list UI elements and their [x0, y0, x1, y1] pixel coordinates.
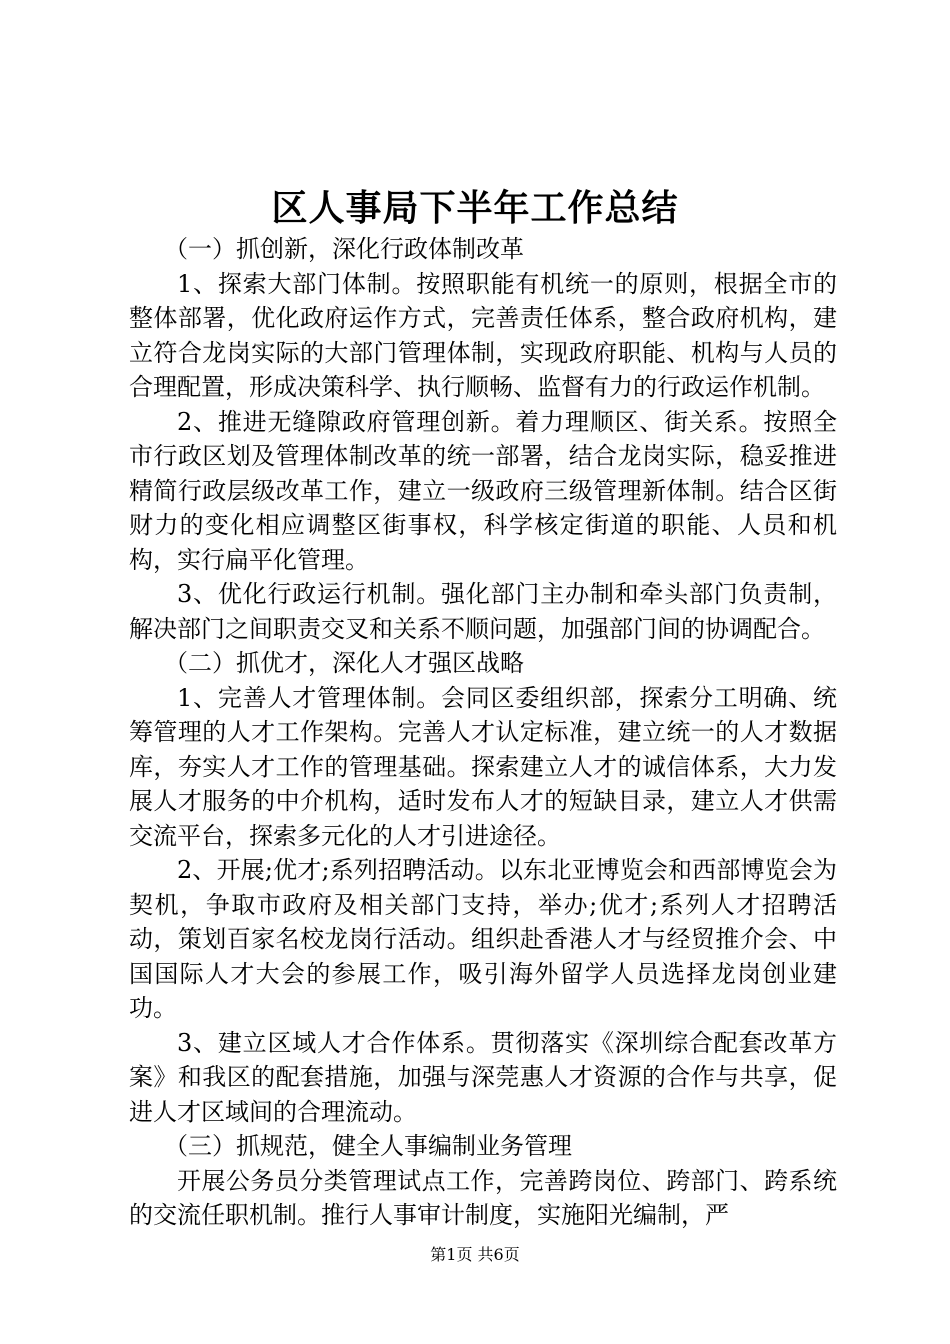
- section-heading: （一）抓创新，深化行政体制改革: [164, 235, 524, 263]
- document-title: 区人事局下半年工作总结: [271, 187, 679, 229]
- section-heading: （三）抓规范，健全人事编制业务管理: [164, 1132, 572, 1160]
- paragraph: 3、建立区域人才合作体系。贯彻落实《深圳综合配套改革方案》和我区的配套措施，加强与深莞惠人才资源的合作与共享，促进人才区域间的合理流动。: [129, 1028, 837, 1126]
- section-1: [129, 232, 837, 646]
- paragraph: 2、开展;优才;系列招聘活动。以东北亚博览会和西部博览会为契机，争取市政府及相关部门支持，举办;优才;系列人才招聘活动，策划百家名校龙岗行活动。组织赴香港人才与经贸推介会、中国国际人才大会的参展工作，吸引海外留学人员选择龙岗创业建功。: [129, 856, 837, 1022]
- paragraph: 1、完善人才管理体制。会同区委组织部，探索分工明确、统筹管理的人才工作架构。完善人才认定标准，建立统一的人才数据库，夯实人才工作的管理基础。探索建立人才的诚信体系，大力发展人才服务的中介机构，适时发布人才的短缺目录，建立人才供需交流平台，探索多元化的人才引进途径。: [129, 683, 837, 850]
- paragraph: 1、探索大部门体制。按照职能有机统一的原则，根据全市的整体部署，优化政府运作方式，完善责任体系，整合政府机构，建立符合龙岗实际的大部门管理体制，实现政府职能、机构与人员的合理配置，形成决策科学、执行顺畅、监督有力的行政运作机制。: [129, 269, 837, 401]
- document-body: [129, 232, 837, 1233]
- paragraph: 2、推进无缝隙政府管理创新。着力理顺区、街关系。按照全市行政区划及管理体制改革的统一部署，结合龙岗实际，稳妥推进精简行政层级改革工作，建立一级政府三级管理新体制。结合区街财力的变化相应调整区街事权，科学核定街道的职能、人员和机构，实行扁平化管理。: [129, 407, 837, 574]
- section-heading: （二）抓优才，深化人才强区战略: [164, 649, 524, 677]
- section-3: [129, 1129, 837, 1233]
- page-footer: 第1页 共6页: [430, 1245, 520, 1264]
- section-2: [129, 646, 837, 1129]
- paragraph: 开展公务员分类管理试点工作，完善跨岗位、跨部门、跨系统的交流任职机制。推行人事审计制度，实施阳光编制，严: [129, 1166, 837, 1229]
- paragraph: 3、优化行政运行机制。强化部门主办制和牵头部门负责制，解决部门之间职责交叉和关系不顺问题，加强部门间的协调配合。: [129, 580, 837, 643]
